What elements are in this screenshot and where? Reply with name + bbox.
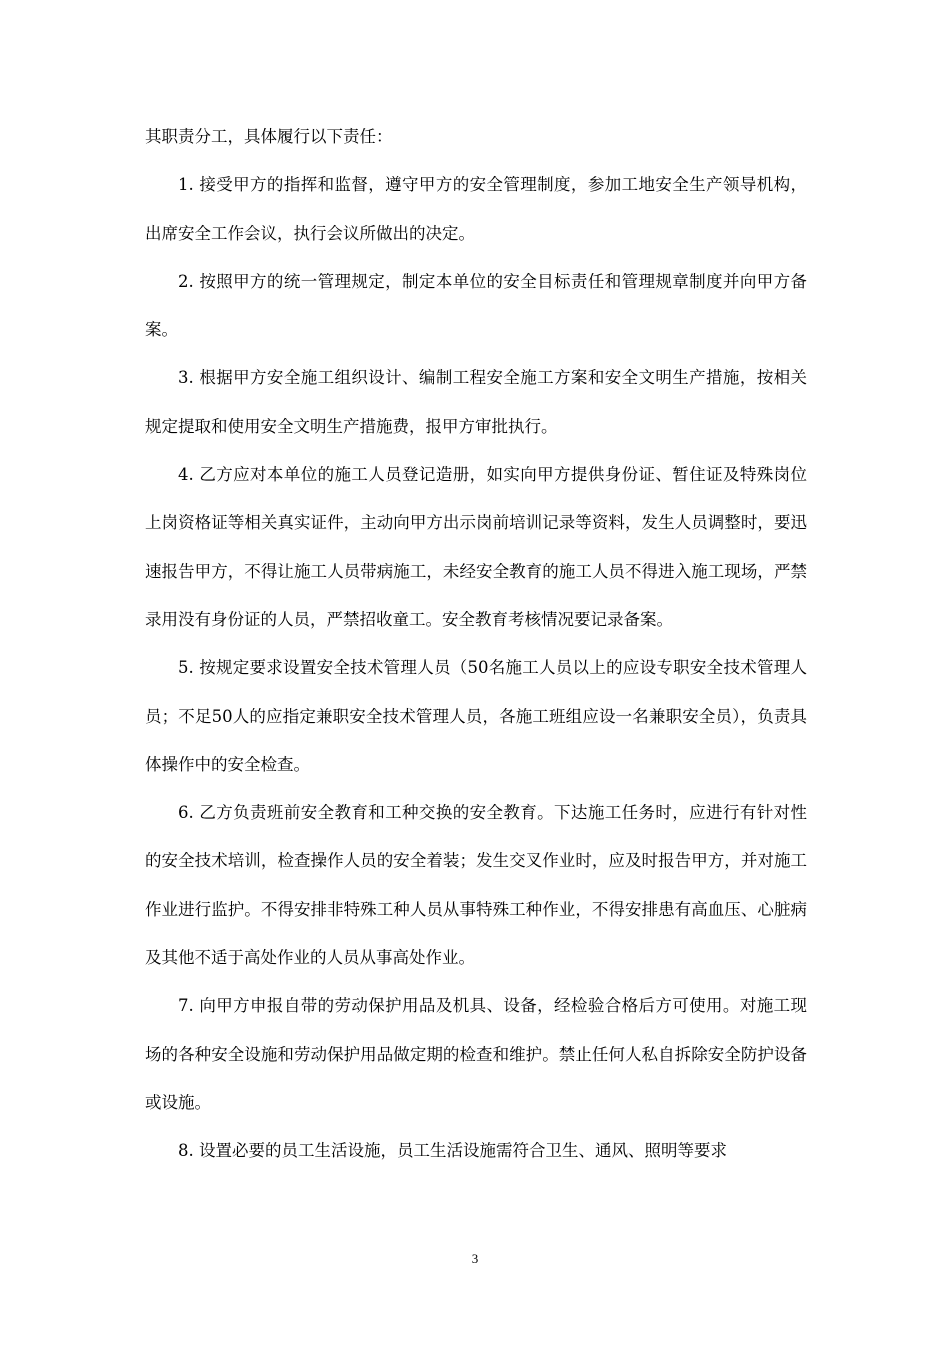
paragraph-item-4: 4. 乙方应对本单位的施工人员登记造册，如实向甲方提供身份证、暂住证及特殊岗位上岗资格证等相关真实证件，主动向甲方出示岗前培训记录等资料，发生人员调整时，要迅速报告甲方，不得让施工人员带病施工，未经安全教育的施工人员不得进入施工现场，严禁录用没有身份证的人员，严禁招收童工。安全教育考核情况要记录备案。 xyxy=(145,465,807,629)
paragraph-item-8: 8. 设置必要的员工生活设施，员工生活设施需符合卫生、通风、照明等要求 xyxy=(178,1141,727,1161)
page-number: 3 xyxy=(471,1251,479,1266)
paragraph-item-6: 6. 乙方负责班前安全教育和工种交换的安全教育。下达施工任务时，应进行有针对性的安全技术培训，检查操作人员的安全着装；发生交叉作业时，应及时报告甲方，并对施工作业进行监护。不得安排非特殊工种人员从事特殊工种作业，不得安排患有高血压、心脏病及其他不适于高处作业的人员从事高处作业。 xyxy=(145,803,807,968)
paragraph-item-3: 3. 根据甲方安全施工组织设计、编制工程安全施工方案和安全文明生产措施，按相关规定提取和使用安全文明生产措施费，报甲方审批执行。 xyxy=(145,368,807,436)
paragraph-item-5: 5. 按规定要求设置安全技术管理人员（50名施工人员以上的应设专职安全技术管理人员；不足50人的应指定兼职安全技术管理人员，各施工班组应设一名兼职安全员），负责具体操作中的安全检查。 xyxy=(145,658,807,774)
paragraph-item-7: 7. 向甲方申报自带的劳动保护用品及机具、设备，经检验合格后方可使用。对施工现场的各种安全设施和劳动保护用品做定期的检查和维护。禁止任何人私自拆除安全防护设备或设施。 xyxy=(145,996,807,1112)
paragraph-intro: 其职责分工，具体履行以下责任： xyxy=(145,127,393,146)
paragraph-item-2: 2. 按照甲方的统一管理规定，制定本单位的安全目标责任和管理规章制度并向甲方备案。 xyxy=(145,271,807,340)
paragraph-item-1: 1. 接受甲方的指挥和监督，遵守甲方的安全管理制度，参加工地安全生产领导机构，出席安全工作会议，执行会议所做出的决定。 xyxy=(145,175,807,243)
document-body xyxy=(145,113,807,1176)
